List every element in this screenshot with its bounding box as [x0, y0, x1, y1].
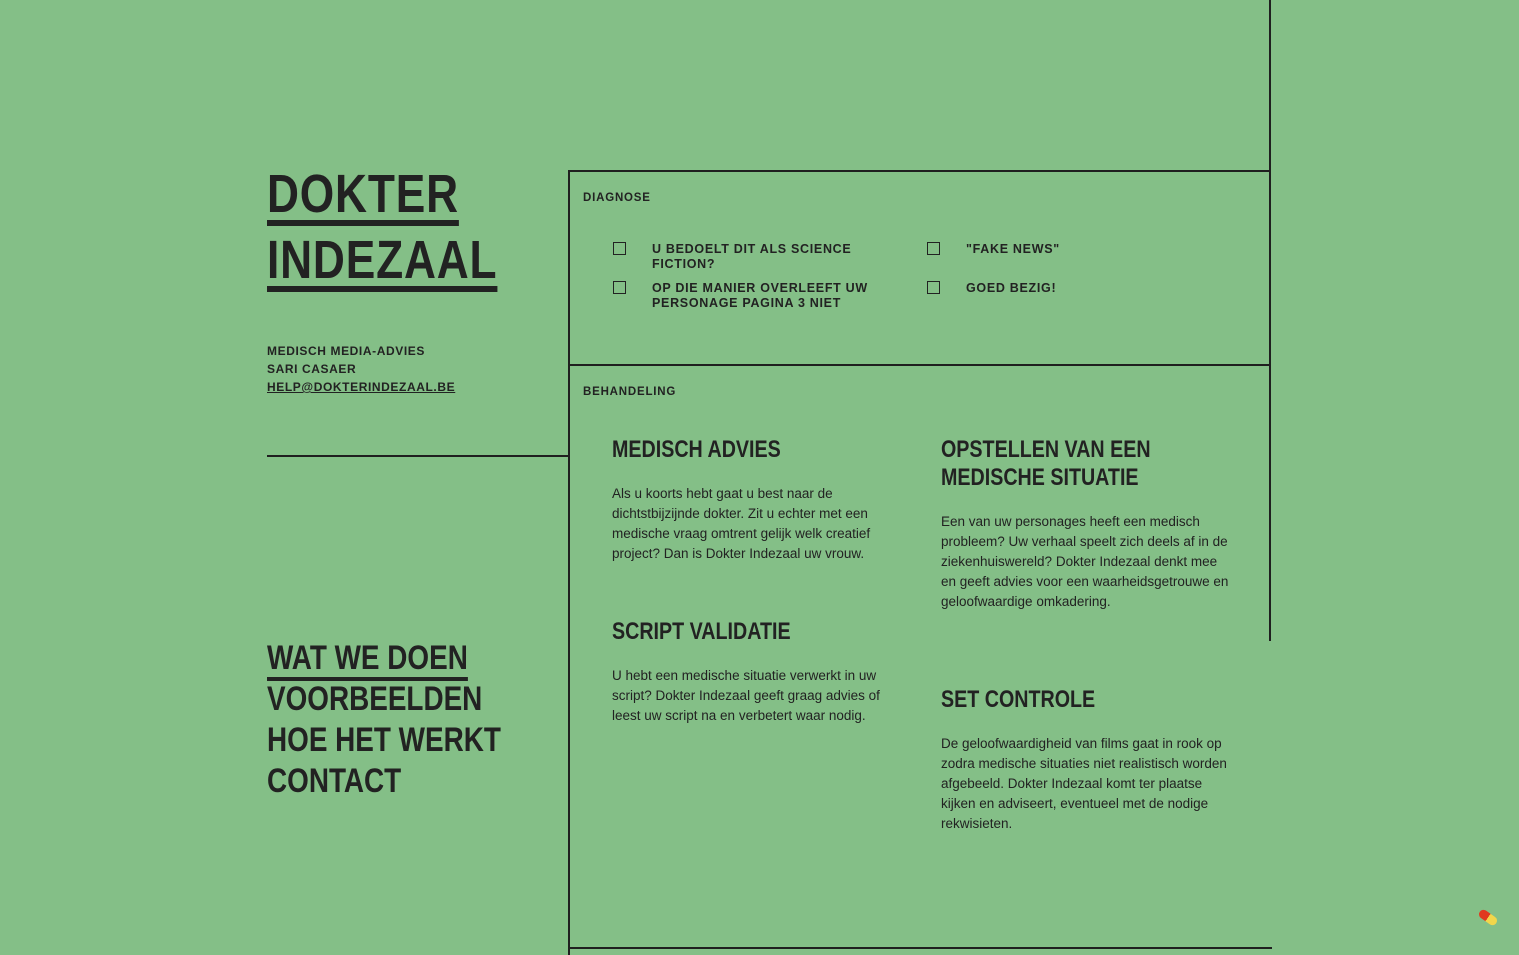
- service-card-set-controle: [941, 686, 1231, 834]
- nav-item-hoe-het-werkt[interactable]: HOE HET WERKT: [267, 721, 501, 759]
- card-text: De geloofwaardigheid van films gaat in rook op zodra medische situaties niet realistisch worden afgebeeld. Dokter Indezaal komt ter plaatse kijken en adviseert, eventueel met de nodige rekwisieten.: [941, 736, 1227, 831]
- service-card-opstellen: [941, 436, 1231, 612]
- main-nav: [267, 638, 552, 802]
- diagnose-option-3[interactable]: [613, 281, 883, 311]
- pill-icon[interactable]: [1477, 908, 1499, 927]
- section-label-behandeling: BEHANDELING: [583, 386, 677, 398]
- card-text: Als u koorts hebt gaat u best naar de dichtstbijzijnde dokter. Zit u echter met een medische vraag omtrent gelijk welk creatief project? Dan is Dokter Indezaal uw vrouw.: [612, 486, 871, 561]
- diagnose-option-4[interactable]: [927, 281, 1227, 296]
- checkbox[interactable]: [927, 242, 940, 255]
- divider-horizontal-bottom: [568, 947, 1272, 949]
- logo-line-1: DOKTER: [267, 164, 459, 224]
- divider-horizontal-top: [568, 170, 1271, 172]
- card-title: SET CONTROLE: [941, 686, 1096, 713]
- option-label: GOED BEZIG!: [966, 281, 1057, 295]
- email-link[interactable]: HELP@DOKTERINDEZAAL.BE: [267, 380, 456, 394]
- site-logo[interactable]: [267, 164, 548, 300]
- nav-item-voorbeelden[interactable]: VOORBEELDEN: [267, 680, 483, 718]
- tagline: MEDISCH MEDIA-ADVIES: [267, 344, 426, 358]
- diagnose-option-2[interactable]: [927, 242, 1227, 257]
- divider-vertical-left: [568, 170, 570, 955]
- card-title: SCRIPT VALIDATIE: [612, 618, 791, 645]
- card-text: U hebt een medische situatie verwerkt in uw script? Dokter Indezaal geeft graag advies of leest uw script na en verbetert waar nodig.: [612, 668, 880, 723]
- diagnose-option-1[interactable]: [613, 242, 913, 272]
- nav-item-contact[interactable]: CONTACT: [267, 762, 402, 800]
- card-text: Een van uw personages heeft een medisch probleem? Uw verhaal speelt zich deels af in de ziekenhuiswereld? Dokter Indezaal denkt mee en geeft advies voor een waarheidsgetrouwe en geloofwaardige omkadering.: [941, 514, 1229, 609]
- checkbox[interactable]: [613, 242, 626, 255]
- divider-horizontal-sidebar: [267, 455, 569, 457]
- divider-horizontal-middle: [568, 364, 1271, 366]
- checkbox[interactable]: [613, 281, 626, 294]
- checkbox[interactable]: [927, 281, 940, 294]
- option-label: "FAKE NEWS": [966, 242, 1060, 256]
- nav-item-wat-we-doen[interactable]: WAT WE DOEN: [267, 638, 501, 679]
- card-title: OPSTELLEN VAN EEN MEDISCHE SITUATIE: [941, 436, 1151, 491]
- logo-line-2: INDEZAAL: [267, 230, 498, 290]
- contact-info: [267, 342, 455, 396]
- section-label-diagnose: DIAGNOSE: [583, 192, 651, 204]
- option-label: OP DIE MANIER OVERLEEFT UW PERSONAGE PAGINA 3 NIET: [652, 281, 868, 310]
- option-label: U BEDOELT DIT ALS SCIENCE FICTION?: [652, 242, 852, 271]
- card-title: MEDISCH ADVIES: [612, 436, 781, 463]
- divider-vertical-right-top: [1269, 0, 1271, 641]
- service-card-script-validatie: [612, 618, 892, 726]
- contact-name: SARI CASAER: [267, 362, 357, 376]
- service-card-medisch-advies: [612, 436, 892, 564]
